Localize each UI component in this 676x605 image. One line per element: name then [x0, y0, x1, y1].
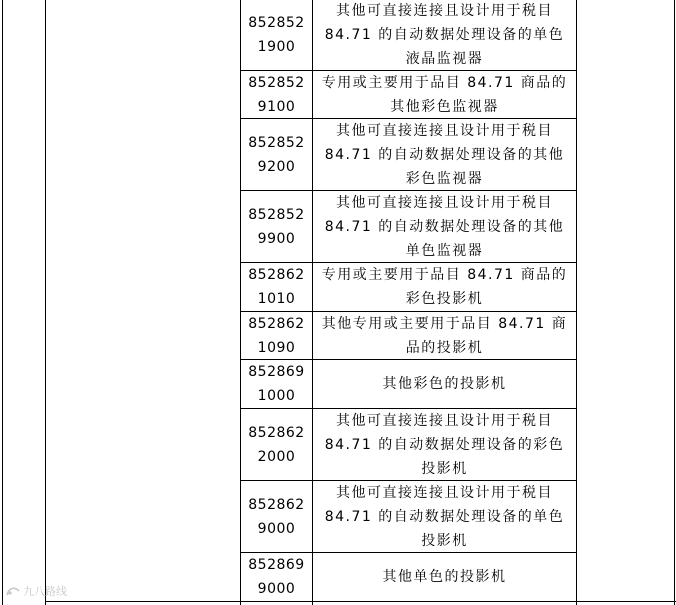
description-line: 液晶监视器 [405, 51, 484, 67]
description-line: 彩色监视器 [405, 170, 484, 187]
description-line: 84.71 的自动数据处理设备的彩色 [324, 436, 565, 453]
hs-code-part: 852869 [248, 364, 305, 380]
hs-code-part: 1010 [257, 291, 296, 307]
table-border-left [2, 0, 3, 605]
hs-code-part: 852852 [248, 206, 305, 223]
description-line: 其他可直接连接且设计用于税目 [336, 194, 553, 211]
table-row-description [313, 191, 576, 262]
table-row-code [241, 71, 312, 118]
description-line: 其他可直接连接且设计用于税目 [336, 122, 553, 139]
description-line: 其他单色的投影机 [382, 569, 507, 585]
hs-code-part: 9000 [257, 581, 296, 597]
description-line: 其他可直接连接且设计用于税目 [336, 3, 553, 19]
description-line: 品的投影机 [405, 339, 484, 356]
description-line: 其他可直接连接且设计用于税目 [336, 484, 553, 501]
description-line: 彩色投影机 [405, 291, 484, 307]
hs-code-part: 1000 [257, 388, 296, 404]
hs-code-part: 852852 [248, 15, 305, 31]
table-row-description [313, 71, 576, 118]
hs-code-part: 852862 [248, 267, 305, 283]
hs-code-part: 9900 [257, 230, 296, 247]
hs-code-part: 852869 [248, 557, 305, 573]
table-row-description [313, 263, 576, 311]
table-row-description [313, 312, 576, 359]
logo-icon [6, 585, 20, 597]
table-row-description [313, 481, 576, 552]
description-line: 其他专用或主要用于品目 84.71 商 [321, 315, 568, 332]
description-line: 投影机 [421, 460, 468, 477]
description-line: 专用或主要用于品目 84.71 商品的 [321, 74, 568, 91]
table-row-description [313, 409, 576, 480]
table-row-code [241, 553, 312, 601]
table-row-code [241, 0, 312, 70]
hs-code-part: 1900 [257, 39, 296, 55]
table-row-code [241, 409, 312, 480]
description-line: 单色监视器 [405, 242, 484, 259]
table-row-description [313, 360, 576, 408]
hs-code-part: 9100 [257, 98, 296, 115]
description-line: 84.71 的自动数据处理设备的单色 [324, 27, 565, 43]
hs-code-part: 852862 [248, 496, 305, 513]
hs-code-part: 1090 [257, 339, 296, 356]
hs-code-part: 9000 [257, 520, 296, 537]
row-divider [45, 601, 676, 602]
table-row-code [241, 481, 312, 552]
description-line: 84.71 的自动数据处理设备的其他 [324, 146, 565, 163]
description-line: 84.71 的自动数据处理设备的单色 [324, 508, 565, 525]
table-row-description [313, 119, 576, 190]
description-line: 投影机 [421, 532, 468, 549]
description-line: 84.71 的自动数据处理设备的其他 [324, 218, 565, 235]
table-row-code [241, 312, 312, 359]
table-row-code [241, 263, 312, 311]
hs-code-part: 852862 [248, 315, 305, 332]
hs-code-part: 2000 [257, 448, 296, 465]
table-row-code [241, 191, 312, 262]
hs-code-part: 852852 [248, 74, 305, 91]
table-row-code [241, 360, 312, 408]
description-line: 专用或主要用于品目 84.71 商品的 [321, 267, 568, 283]
watermark-text: 九八路线 [23, 585, 67, 598]
table-row-description [313, 553, 576, 601]
column-divider [576, 0, 577, 605]
hs-code-part: 852852 [248, 134, 305, 151]
description-line: 其他可直接连接且设计用于税目 [336, 412, 553, 429]
watermark [6, 583, 67, 599]
hs-code-part: 852862 [248, 424, 305, 441]
hs-code-part: 9200 [257, 158, 296, 175]
description-line: 其他彩色的投影机 [382, 376, 507, 392]
table-border-right [674, 0, 675, 605]
description-line: 其他彩色监视器 [390, 98, 499, 115]
table-row-description [313, 0, 576, 70]
column-divider [45, 0, 46, 605]
table-row-code [241, 119, 312, 190]
